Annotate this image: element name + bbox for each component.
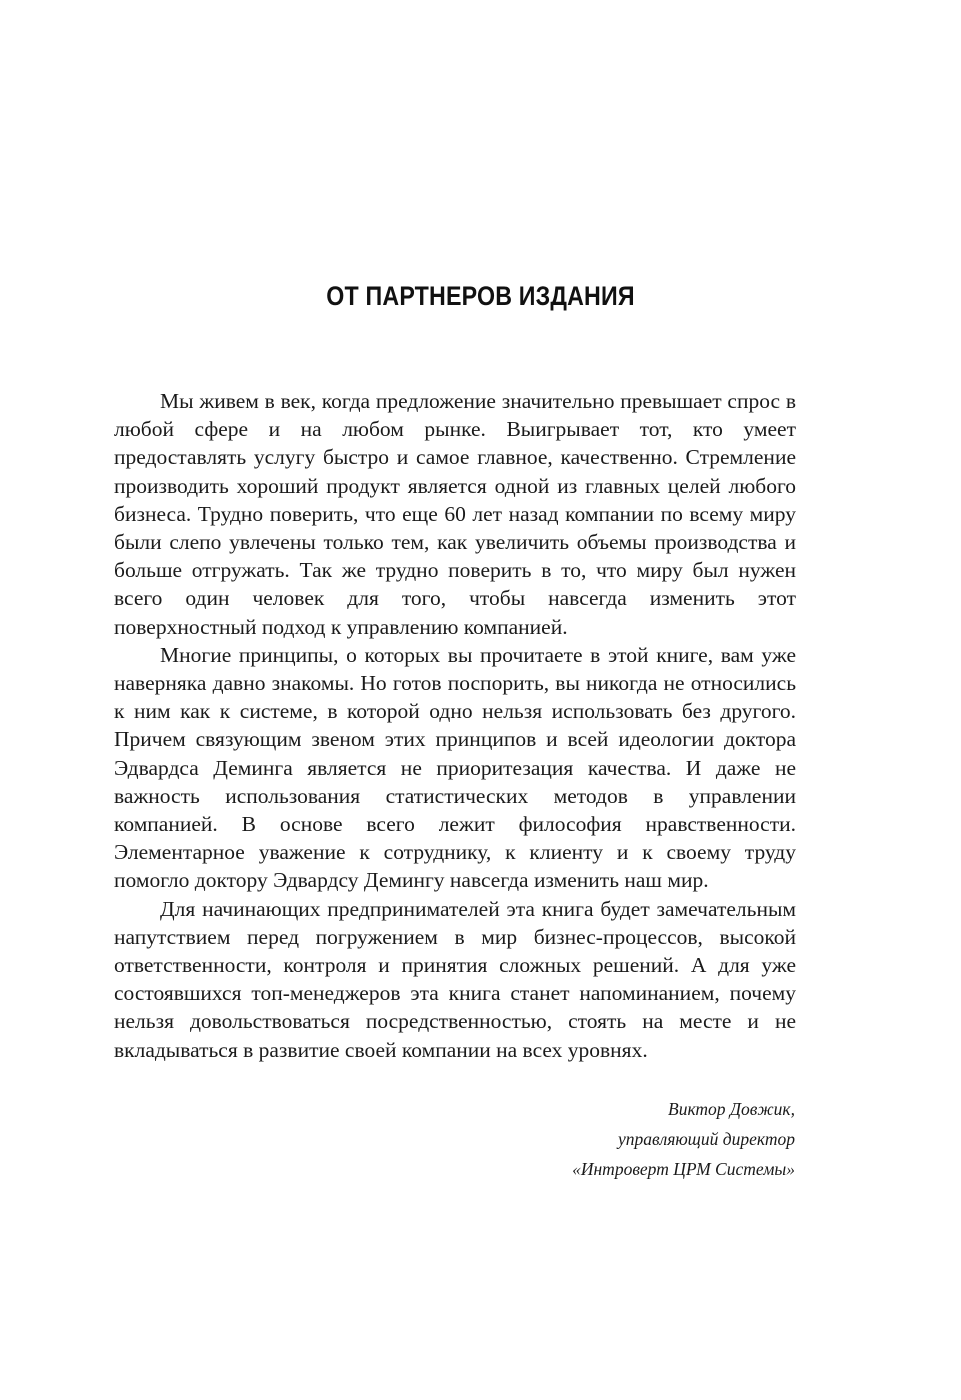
paragraph: Для начинающих предпринимателей эта книга будет замечательным напутствием перед погружением в мир бизнес-процессов, высокой ответственности, контроля и принятия сложных решений. А для уже состоявшихся топ-менеджеров эта книга станет напоминанием, почему нельзя довольствоваться посредственностью, стоять на месте и не вкладываться в развитие своей компании на всех уровнях. bbox=[114, 896, 796, 1062]
body-text bbox=[114, 387, 796, 1064]
signature-position: управляющий директор bbox=[617, 1129, 795, 1149]
signature-name: Виктор Довжик, bbox=[668, 1099, 795, 1119]
paragraph: Мы живем в век, когда предложение значительно превышает спрос в любой сфере и на любом рынке. Выигрывает тот, кто умеет предоставлять услугу быстро и самое главное, качественно. Стремление производить хороший продукт является одной из главных целей любого бизнеса. Трудно поверить, что еще 60 лет назад компании по всему миру были слепо увлечены только тем, как увеличить объемы производства и больше отгружать. Так же трудно поверить в то, что миру был нужен всего один человек для того, чтобы навсегда изменить этот поверхностный подход к управлению компанией. bbox=[114, 389, 796, 639]
signature-company: «Интроверт ЦРМ Системы» bbox=[572, 1159, 795, 1179]
paragraph: Многие принципы, о которых вы прочитаете в этой книге, вам уже наверняка давно знакомы. Но готов поспорить, вы никогда не относились к ним как к системе, в которой одно нельзя использовать без другого. Причем связующим звеном этих принципов и всей идеологии доктора Эдвардса Деминга является не приоритезация качества. И даже не важность использования статистических методов в управлении компанией. В основе всего лежит философия нравственности. Элементарное уважение к сотруднику, к клиенту и к своему труду помогло доктору Эдвардсу Демингу навсегда изменить наш мир. bbox=[114, 642, 796, 893]
signature-block bbox=[395, 1094, 795, 1184]
page-title: ОТ ПАРТНЕРОВ ИЗДАНИЯ bbox=[326, 281, 635, 311]
